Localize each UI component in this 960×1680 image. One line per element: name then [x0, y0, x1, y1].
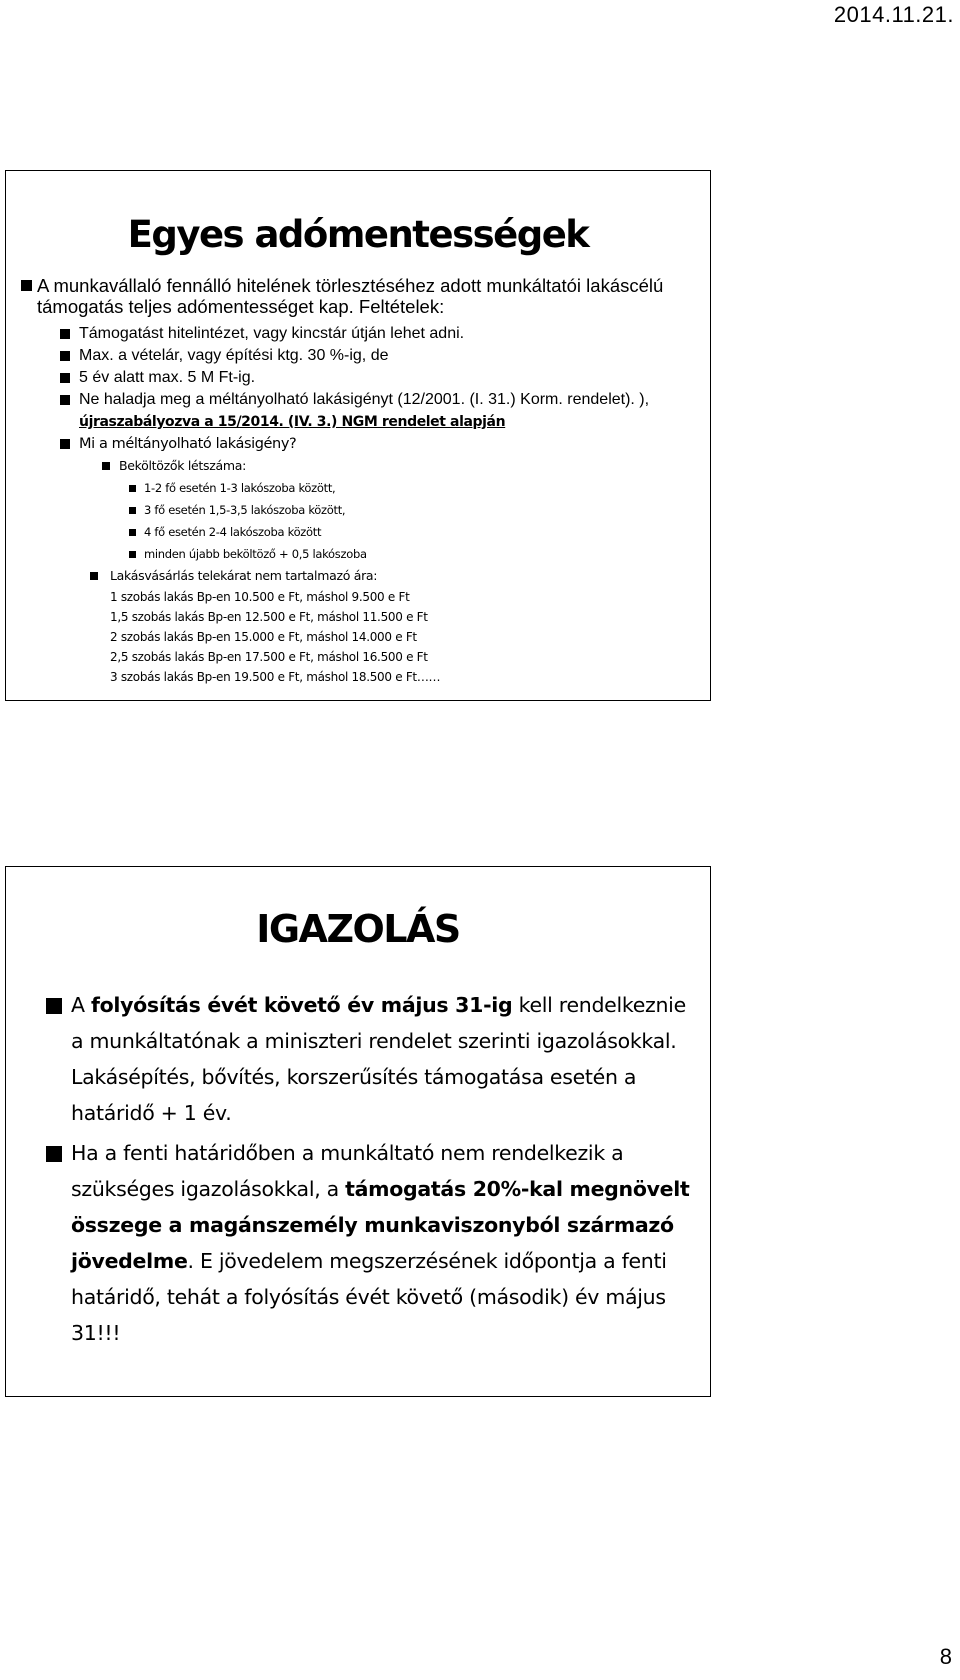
square-bullet-icon	[102, 462, 110, 470]
price-line: 1 szobás lakás Bp-en 10.500 e Ft, máshol 9.500 e Ft	[110, 590, 410, 604]
page-number: 8	[939, 1644, 952, 1669]
square-bullet-icon	[46, 1146, 62, 1162]
price-line: 3 szobás lakás Bp-en 19.500 e Ft, máshol 18.500 e Ft……	[110, 670, 441, 684]
list-item-condition: Max. a vételár, vagy építési ktg. 30 %-ig, de	[6, 345, 710, 367]
bullet-list	[6, 987, 710, 1351]
square-bullet-icon	[90, 572, 98, 580]
list-item-occupant-rule: minden újabb beköltöző + 0,5 lakószoba	[6, 543, 710, 565]
price-line: 1,5 szobás lakás Bp-en 12.500 e Ft, máshol 11.500 e Ft	[110, 610, 428, 624]
slide-certification	[5, 866, 711, 1397]
square-bullet-icon	[129, 507, 136, 514]
square-bullet-icon	[60, 373, 70, 383]
list-item-condition: 5 év alatt max. 5 M Ft-ig.	[6, 367, 710, 389]
square-bullet-icon	[46, 998, 62, 1014]
regulation-reference: újraszabályozva a 15/2014. (IV. 3.) NGM rendelet alapján	[79, 414, 506, 430]
square-bullet-icon	[129, 551, 136, 558]
slide-title: IGAZOLÁS	[256, 907, 460, 951]
bullet-list	[6, 275, 710, 687]
square-bullet-icon	[60, 395, 70, 405]
list-item-consequence: Ha a fenti határidőben a munkáltató nem rendelkezik a szükséges igazolásokkal, a támogatás 20%-kal megnövelt összege a magánszemély munkaviszonyból származó jövedelme. E jövedelem megszerzésének időpontja a fenti határidő, tehát a folyósítás évét követő (második) év május 31!!!	[6, 1135, 710, 1351]
list-item-price-label: Lakásvásárlás telekárat nem tartalmazó ára:	[6, 565, 710, 587]
list-item-question: Mi a méltányolható lakásigény?	[6, 433, 710, 455]
list-item-deadline: A folyósítás évét követő év május 31-ig kell rendelkeznie a munkáltatónak a miniszteri rendelet szerinti igazolásokkal. Lakásépítés, bővítés, korszerűsítés támogatása esetén a határidő + 1 év.	[6, 987, 710, 1131]
consequence-emphasis: támogatás 20%-kal megnövelt összege a magánszemély munkaviszonyból származó jövedelme	[71, 1177, 690, 1273]
square-bullet-icon	[60, 329, 70, 339]
price-line: 2,5 szobás lakás Bp-en 17.500 e Ft, máshol 16.500 e Ft	[110, 650, 428, 664]
slide-title: Egyes adómentességek	[127, 213, 589, 256]
square-bullet-icon	[60, 439, 70, 449]
list-item-occupant-rule: 3 fő esetén 1,5-3,5 lakószoba között,	[6, 499, 710, 521]
price-line: 2 szobás lakás Bp-en 15.000 e Ft, máshol 14.000 e Ft	[110, 630, 417, 644]
slide-tax-exemptions	[5, 170, 711, 701]
list-item-condition: Támogatást hitelintézet, vagy kincstár útján lehet adni.	[6, 323, 710, 345]
list-item-occupant-rule: 1-2 fő esetén 1-3 lakószoba között,	[6, 477, 710, 499]
deadline-emphasis: folyósítás évét követő év május 31-ig	[90, 993, 513, 1017]
list-item-intro	[6, 275, 710, 317]
square-bullet-icon	[60, 351, 70, 361]
list-item-occupants: Beköltözők létszáma:	[6, 455, 710, 477]
square-bullet-icon	[129, 485, 136, 492]
square-bullet-icon	[21, 280, 32, 291]
list-item-fair-need: Ne haladja meg a méltányolható lakásigényt (12/2001. (I. 31.) Korm. rendelet). ), újraszabályozva a 15/2014. (IV. 3.) NGM rendelet alapján	[6, 389, 710, 433]
page-date: 2014.11.21.	[833, 2, 954, 27]
list-item-occupant-rule: 4 fő esetén 2-4 lakószoba között	[6, 521, 710, 543]
intro-text: A munkavállaló fennálló hitelének törlesztéséhez adott munkáltatói lakáscélú támogatás teljes adómentességet kap. Feltételek:	[37, 275, 664, 317]
square-bullet-icon	[129, 529, 136, 536]
